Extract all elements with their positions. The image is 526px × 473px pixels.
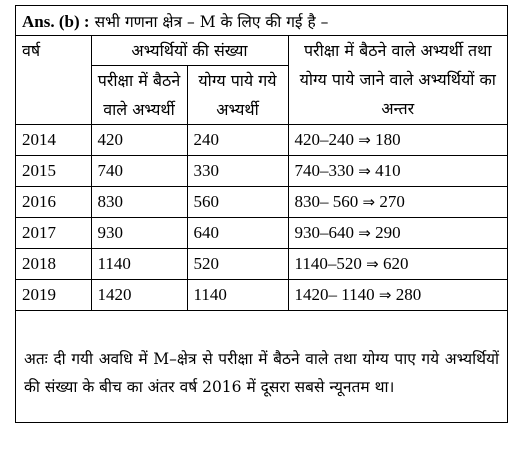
difference-cell bbox=[288, 280, 507, 311]
qualified-cell: 560 bbox=[187, 187, 288, 218]
table-row bbox=[16, 280, 507, 311]
difference-cell bbox=[288, 156, 507, 187]
appeared-cell: 420 bbox=[91, 125, 187, 156]
appeared-cell: 930 bbox=[91, 218, 187, 249]
implies-arrow-icon: ⇒ bbox=[378, 286, 392, 304]
answer-text: सभी गणना क्षेत्र – M के लिए की गई है – bbox=[94, 13, 329, 31]
implies-arrow-icon: ⇒ bbox=[362, 193, 376, 211]
year-cell: 2017 bbox=[16, 218, 91, 249]
qualified-cell: 240 bbox=[187, 125, 288, 156]
difference-cell bbox=[288, 125, 507, 156]
answer-header bbox=[16, 6, 507, 36]
qualified-header: योग्य पाये गये अभ्यर्थी bbox=[187, 66, 288, 125]
appeared-header: परीक्षा में बैठने वाले अभ्यर्थी bbox=[91, 66, 187, 125]
appeared-cell: 1140 bbox=[91, 249, 187, 280]
year-cell: 2016 bbox=[16, 187, 91, 218]
calc-expression: 420–240 bbox=[294, 130, 354, 149]
calc-expression: 1420– 1140 bbox=[294, 285, 375, 304]
year-header: वर्ष bbox=[16, 36, 91, 125]
calc-expression: 830– 560 bbox=[294, 192, 359, 211]
qualified-cell: 1140 bbox=[187, 280, 288, 311]
header-row-1 bbox=[16, 36, 507, 66]
solution-box bbox=[15, 5, 508, 423]
qualified-cell: 640 bbox=[187, 218, 288, 249]
difference-header: परीक्षा में बैठने वाले अभ्यर्थी तथा योग्य पाये जाने वाले अभ्यर्थियों का अन्तर bbox=[288, 36, 507, 125]
qualified-cell: 330 bbox=[187, 156, 288, 187]
table-row bbox=[16, 156, 507, 187]
implies-arrow-icon: ⇒ bbox=[358, 131, 371, 149]
difference-result: 410 bbox=[375, 161, 401, 180]
candidates-group-header: अभ्यर्थियों की संख्या bbox=[91, 36, 288, 66]
difference-cell bbox=[288, 249, 507, 280]
qualified-cell: 520 bbox=[187, 249, 288, 280]
difference-result: 620 bbox=[382, 254, 409, 273]
conclusion-text: अतः दी गयी अवधि में M–क्षेत्र से परीक्षा में बैठने वाले तथा योग्य पाए गये अभ्यर्थियों की संख्या के बीच का अंतर वर्ष 2016 में दूसरा सबसे न्यूनतम था। bbox=[24, 350, 499, 396]
difference-result: 270 bbox=[379, 192, 405, 211]
appeared-cell: 830 bbox=[91, 187, 187, 218]
table-row bbox=[16, 187, 507, 218]
difference-cell bbox=[288, 187, 507, 218]
year-cell: 2019 bbox=[16, 280, 91, 311]
answer-label: Ans. (b) : bbox=[22, 12, 90, 31]
year-cell: 2018 bbox=[16, 249, 91, 280]
difference-result: 180 bbox=[375, 130, 401, 149]
data-table bbox=[16, 36, 507, 311]
calc-expression: 1140–520 bbox=[294, 254, 362, 273]
calc-expression: 740–330 bbox=[294, 161, 354, 180]
implies-arrow-icon: ⇒ bbox=[358, 224, 371, 242]
difference-result: 290 bbox=[375, 223, 401, 242]
table-row bbox=[16, 125, 507, 156]
table-row bbox=[16, 218, 507, 249]
year-cell: 2014 bbox=[16, 125, 91, 156]
calc-expression: 930–640 bbox=[294, 223, 354, 242]
difference-result: 280 bbox=[395, 285, 422, 304]
difference-cell bbox=[288, 218, 507, 249]
implies-arrow-icon: ⇒ bbox=[358, 162, 371, 180]
appeared-cell: 740 bbox=[91, 156, 187, 187]
table-row bbox=[16, 249, 507, 280]
year-cell: 2015 bbox=[16, 156, 91, 187]
implies-arrow-icon: ⇒ bbox=[366, 255, 379, 273]
appeared-cell: 1420 bbox=[91, 280, 187, 311]
